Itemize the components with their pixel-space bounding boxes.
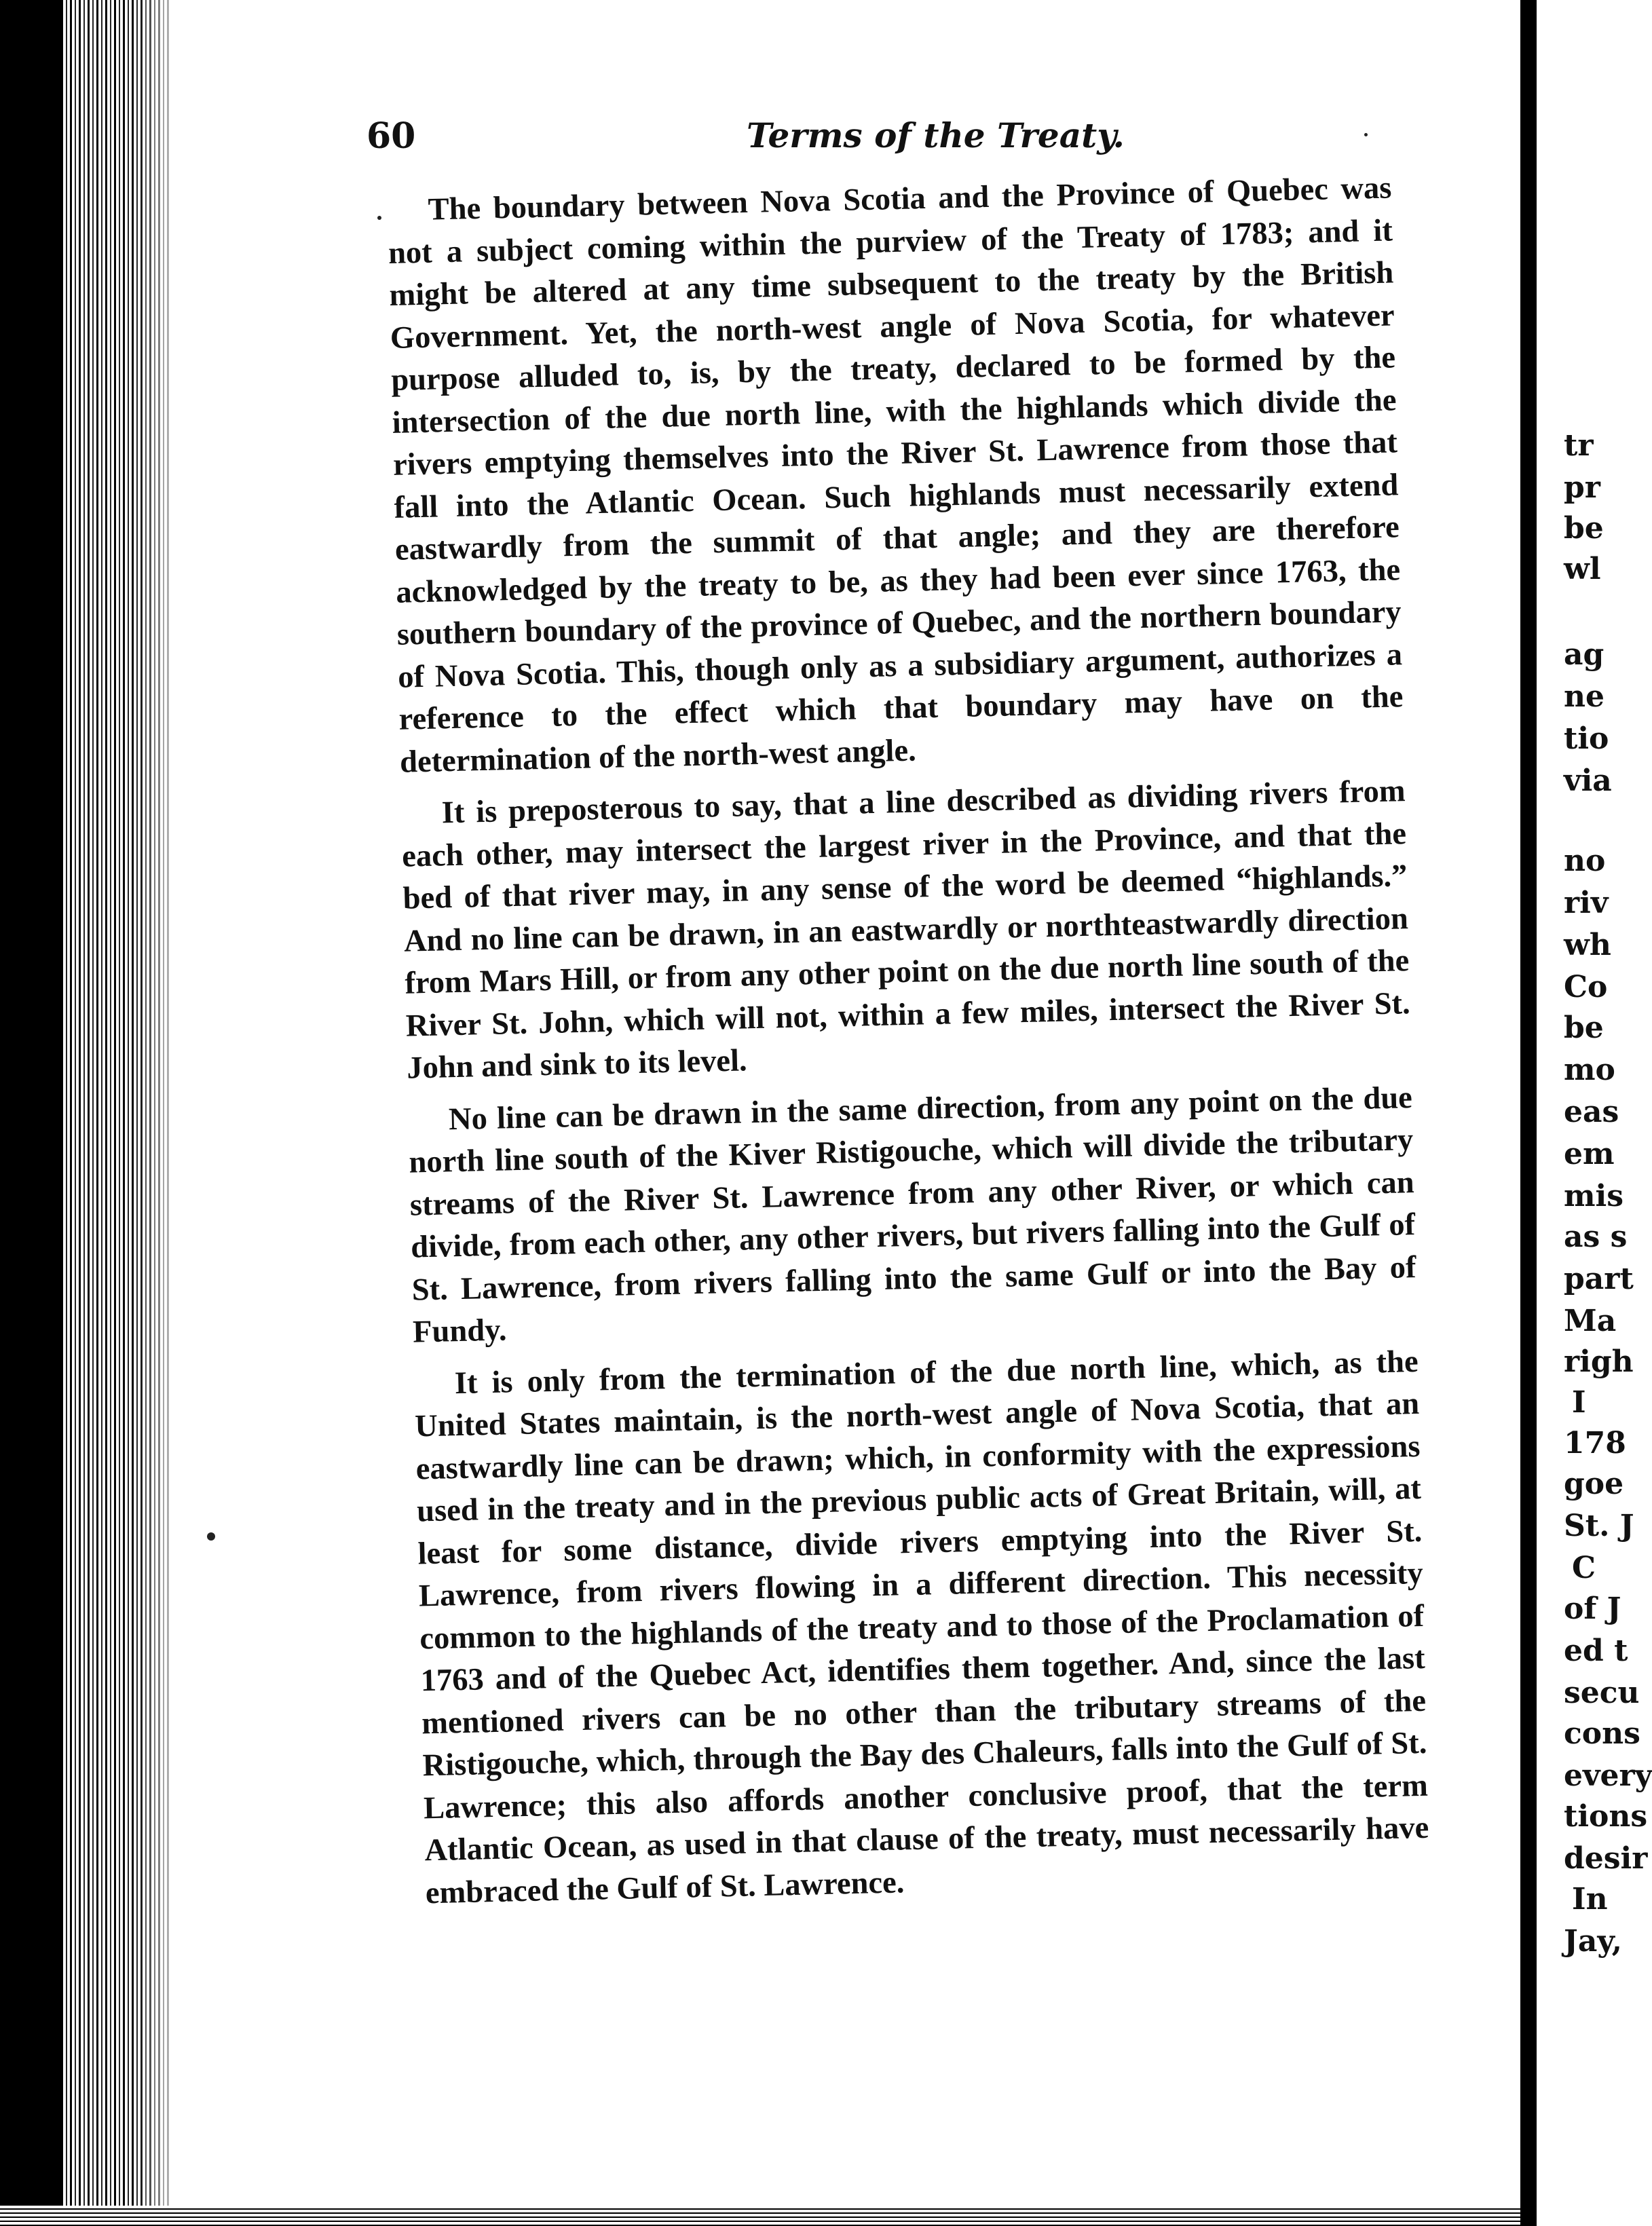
book-gutter — [1520, 0, 1537, 2226]
page-header — [367, 115, 1385, 170]
facing-page-fragment: riv — [1564, 886, 1609, 920]
facing-page-fragment: 178 — [1564, 1426, 1626, 1460]
page-number: 60 — [367, 115, 416, 157]
facing-page-fragment: tio — [1564, 721, 1609, 756]
facing-page-fragment: of J — [1564, 1591, 1621, 1626]
facing-page-fragment: ed t — [1564, 1634, 1628, 1668]
facing-page-fragment: be — [1564, 1011, 1604, 1045]
speck — [1364, 133, 1368, 136]
facing-page-fragment: part — [1564, 1262, 1634, 1296]
facing-page-fragment: wh — [1564, 928, 1611, 962]
facing-page-fragment: secu — [1564, 1676, 1640, 1710]
facing-page-fragment: ne — [1564, 679, 1604, 714]
speck — [207, 1532, 215, 1541]
facing-page-fragment: cons — [1564, 1716, 1640, 1751]
bottom-page-edges — [0, 2206, 1527, 2226]
facing-page-fragment: St. J — [1564, 1509, 1634, 1543]
facing-page-fragment: tions — [1564, 1799, 1648, 1834]
scan-border — [0, 0, 61, 2226]
facing-page-fragment: I — [1572, 1385, 1586, 1420]
facing-page-fragment: mis — [1564, 1179, 1624, 1213]
facing-page — [1537, 0, 1652, 2226]
page-body — [387, 167, 1431, 1924]
page-edge-shadow — [136, 0, 183, 2226]
facing-page-fragment: desir — [1564, 1841, 1648, 1876]
facing-page-fragment: no — [1564, 844, 1606, 878]
facing-page-fragment: via — [1564, 763, 1612, 798]
paragraph-2: It is preposterous to say, that a line described as dividing rivers from each other, may intersect the largest river in the Province, and that the bed of that river may, in any sense of the word be deemed “highlands.” And no line can be drawn, in an eastwardly or northteastwardly direction from Mars Hill, or from any other point on the due north line south of the River St. John, which will not, within a few miles, intersect the River St. John and sink to its level. — [401, 774, 1411, 1086]
facing-page-fragment: em — [1564, 1137, 1615, 1171]
facing-page-fragment: every — [1564, 1758, 1652, 1793]
facing-page-fragment: tr — [1564, 428, 1594, 463]
facing-page-fragment: Co — [1564, 970, 1608, 1004]
facing-page-fragment: as s — [1564, 1220, 1628, 1254]
facing-page-fragment: ag — [1564, 637, 1604, 672]
paragraph-1: The boundary between Nova Scotia and the Province of Quebec was not a subject coming within the purview of the Treaty of 1783; and it might be altered at any time subsequent to the treaty by the British Government. Yet, the north-west angle of Nova Scotia, for whatever purpose alluded to, is, by the treaty, declared to be formed by the intersection of the due north line, with the highlands which divide the rivers emptying themselves into the River St. Lawrence from those that fall into the Atlantic Ocean. Such highlands must necessarily extend eastwardly from the summit of that angle; and they are therefore acknowledged by the treaty to be, as they had been ever since 1763, the southern boundary of the province of Quebec, and the northern boundary of Nova Scotia. This, though only as a subsidiary argument, authorizes a reference to the effect which that boundary may have on the determination of the north-west angle. — [388, 170, 1404, 780]
paragraph-3: No line can be drawn in the same direction, from any point on the due north line south of the Kiver Ristigouche, which will divide the tributary streams of the River St. Lawrence from any other River, or which can divide, from each other, any other rivers, but rivers falling into the Gulf of St. Lawrence, from rivers falling into the same Gulf or into the Bay of Fundy. — [408, 1080, 1416, 1350]
facing-page-fragment: righ — [1564, 1344, 1634, 1379]
facing-page-fragment: mo — [1564, 1053, 1615, 1087]
facing-page-fragment: In — [1572, 1882, 1608, 1917]
facing-page-fragment: Ma — [1564, 1304, 1617, 1338]
paragraph-4: It is only from the termination of the due north line, which, as the United States maintain, is the north-west angle of Nova Scotia, that an eastwardly line can be drawn; which, in conformity with the expressions used in the treaty and in the previous public acts of Great Britain, will, at least for some distance, divide rivers emptying into the River St. Lawrence, from rivers flowing in a different direction. This necessity common to the highlands of the treaty and to those of the Proclamation of 1763 and of the Quebec Act, identifies them together. And, since the last mentioned rivers can be no other than the tributary streams of the Ristigouche, which, through the Bay des Chaleurs, falls into the Gulf of St. Lawrence; this also affords another conclusive proof, that the term Atlantic Ocean, as used in that clause of the treaty, must necessarily have embraced the Gulf of St. Lawrence. — [414, 1344, 1429, 1910]
speck — [377, 216, 381, 220]
facing-page-fragment: C — [1572, 1551, 1596, 1585]
running-title: Terms of the Treaty. — [747, 115, 1125, 155]
facing-page-fragment: be — [1564, 511, 1604, 546]
facing-page-fragment: Jay, — [1564, 1924, 1623, 1959]
facing-page-fragment: pr — [1564, 470, 1600, 505]
facing-page-fragment: eas — [1564, 1095, 1619, 1129]
facing-page-fragment: wl — [1564, 552, 1601, 586]
facing-page-fragment: goe — [1564, 1467, 1624, 1501]
